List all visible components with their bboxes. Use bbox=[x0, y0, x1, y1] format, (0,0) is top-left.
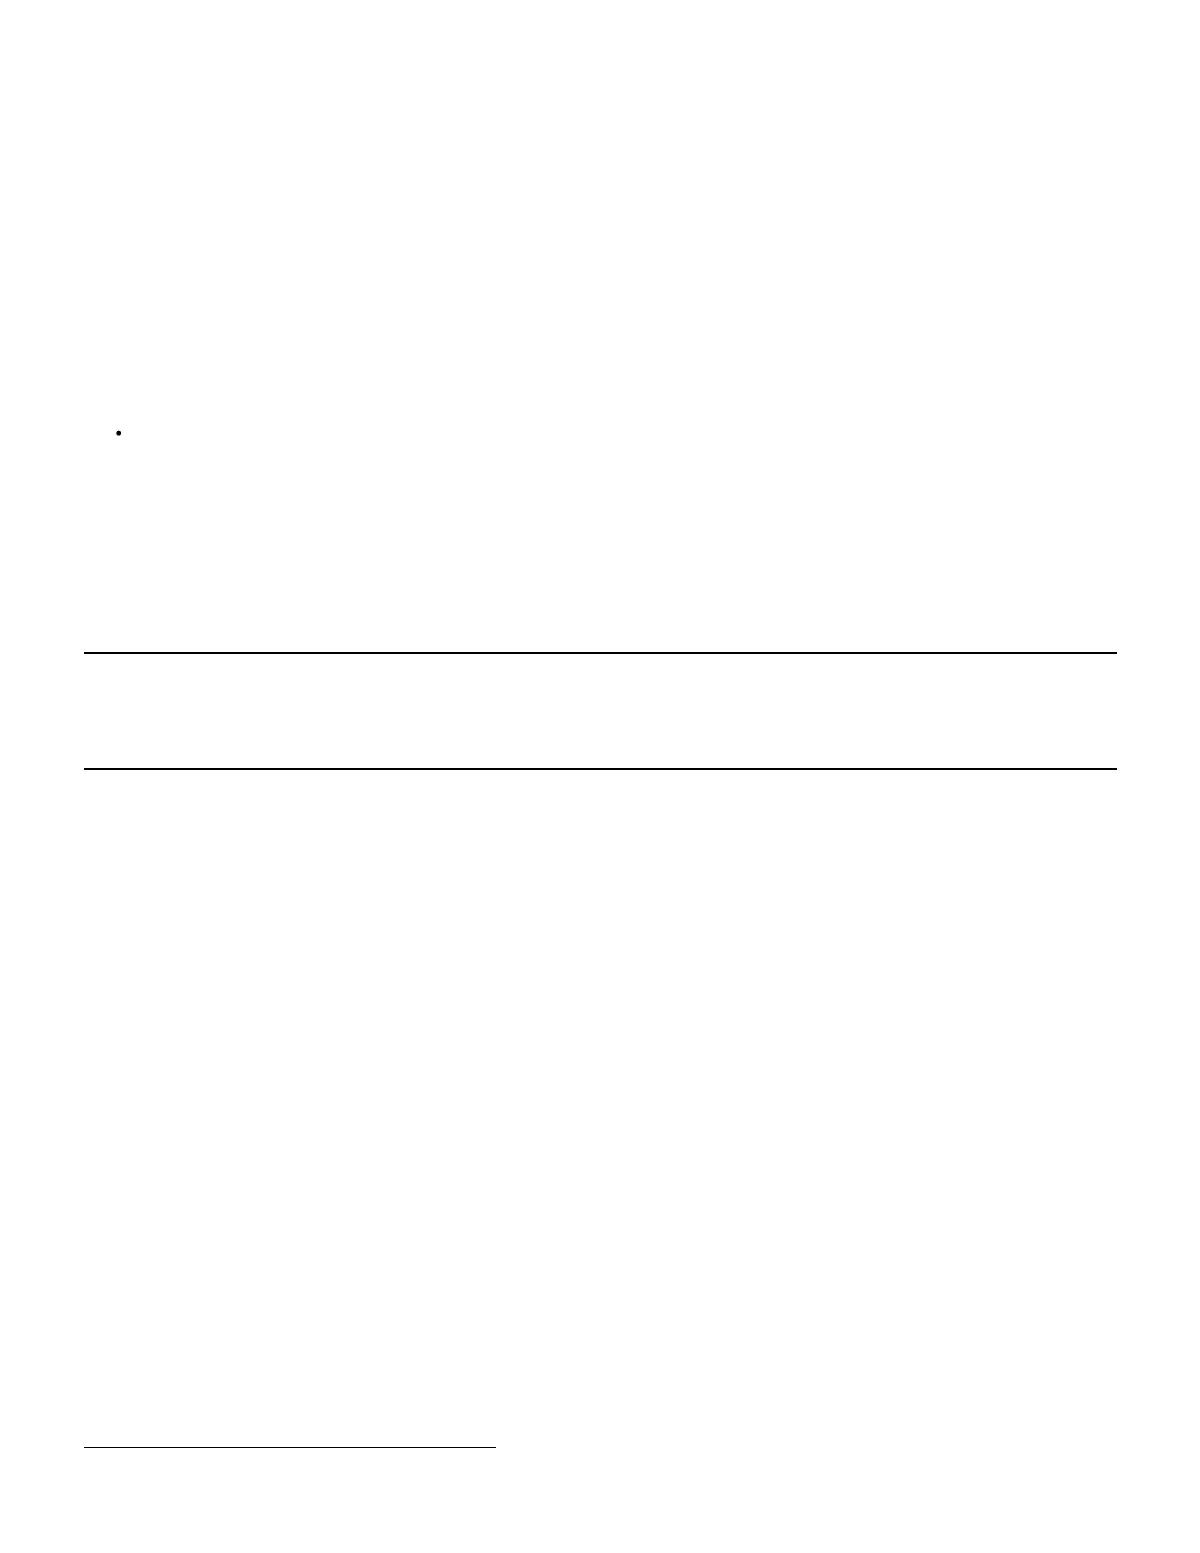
divider bbox=[84, 768, 1117, 770]
footnote-rule bbox=[84, 1447, 496, 1448]
divider bbox=[84, 652, 1117, 654]
